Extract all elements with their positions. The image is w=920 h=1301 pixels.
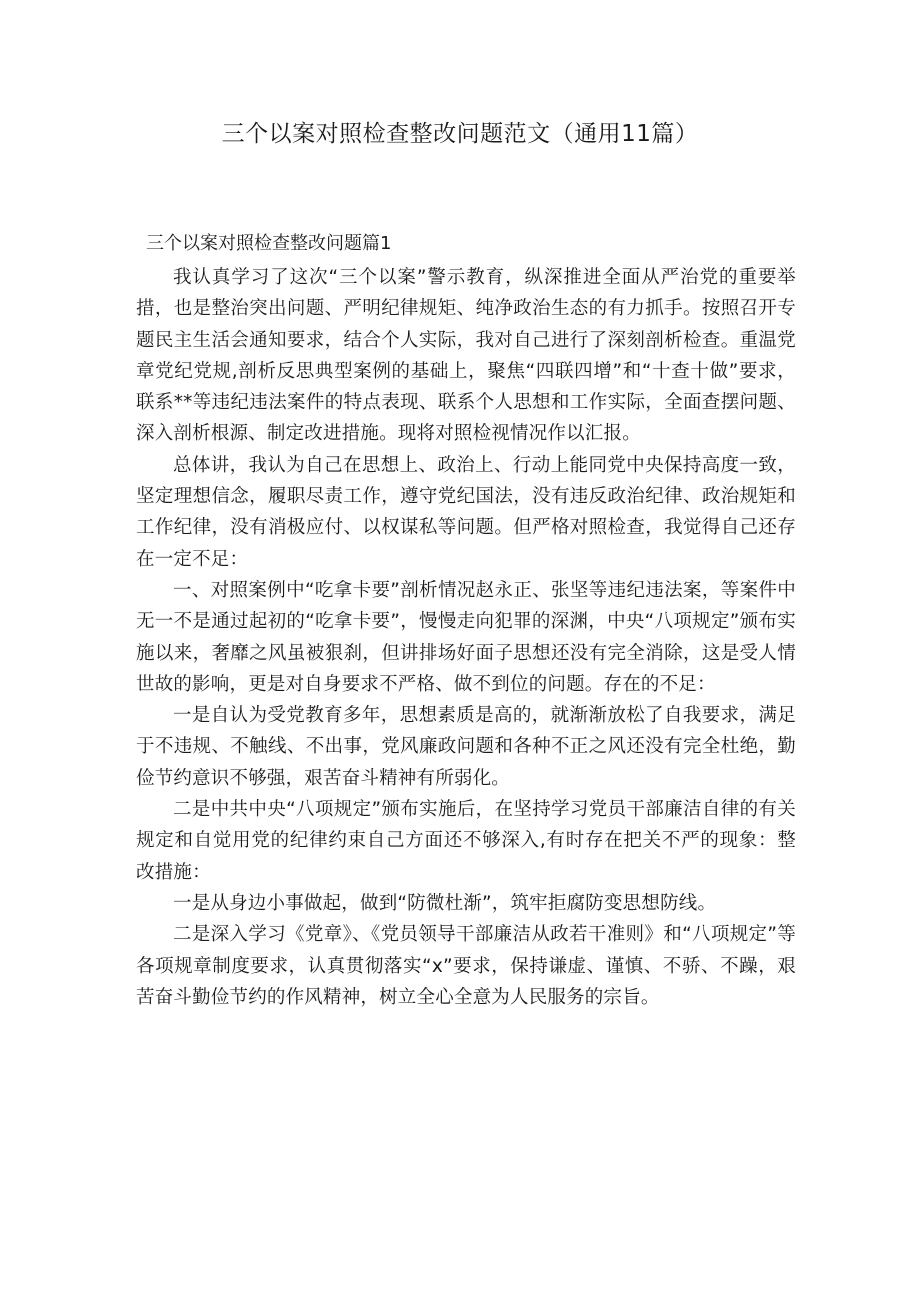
paragraph-overall: 总体讲，我认为自己在思想上、政治上、行动上能同党中央保持高度一致，坚定理想信念，履职尽责工作，遵守党纪国法，没有违反政治纪律、政治规矩和工作纪律，没有消极应付、以权谋私等问题。但严格对照检查，我觉得自己还存在一定不足： — [136, 454, 796, 570]
paragraph-measure-1: 一是从身边小事做起，做到“防微杜渐”，筑牢拒腐防变思想防线。 — [173, 892, 717, 914]
document-title: 三个以案对照检查整改问题范文（通用11篇） — [221, 121, 699, 147]
paragraph-intro: 我认真学习了这次“三个以案”警示教育，纵深推进全面从严治党的重要举措，也是整治突出问题、严明纪律规矩、纯净政治生态的有力抓手。按照召开专题民主生活会通知要求，结合个人实际，我对自己进行了深刻剖析检查。重温党章党纪党规,剖析反思典型案例的基础上，聚焦“四联四增”和“十查十做”要求，联系**等违纪违法案件的特点表现、联系个人思想和工作实际，全面查摆问题、深入剖析根源、制定改进措施。现将对照检视情况作以汇报。 — [136, 267, 796, 445]
document-body — [136, 262, 796, 1013]
paragraph-case-analysis: 一、对照案例中“吃拿卡要”剖析情况赵永正、张坚等违纪违法案，等案件中无一不是通过起初的“吃拿卡要”，慢慢走向犯罪的深渊，中央“八项规定”颁布实施以来，奢靡之风虽被狠刹，但讲排场好面子思想还没有完全消除，这是受人情世故的影响，更是对自身要求不严格、做不到位的问题。存在的不足： — [136, 579, 796, 695]
section-heading: 三个以案对照检查整改问题篇1 — [146, 233, 392, 254]
paragraph-measure-2: 二是深入学习《党章》、《党员领导干部廉洁从政若干准则》和“八项规定”等各项规章制度要求，认真贯彻落实“x”要求，保持谦虚、谨慎、不骄、不躁，艰苦奋斗勤俭节约的作风精神，树立全心全意为人民服务的宗旨。 — [136, 924, 796, 1008]
paragraph-shortcoming-2: 二是中共中央“八项规定”颁布实施后，在坚持学习党员干部廉洁自律的有关规定和自觉用党的纪律约束自己方面还不够深入,有时存在把关不严的现象：整改措施： — [136, 799, 796, 883]
paragraph-shortcoming-1: 一是自认为受党教育多年，思想素质是高的，就渐渐放松了自我要求，满足于不违规、不触线、不出事，党风廉政问题和各种不正之风还没有完全杜绝，勤俭节约意识不够强，艰苦奋斗精神有所弱化。 — [136, 705, 796, 789]
